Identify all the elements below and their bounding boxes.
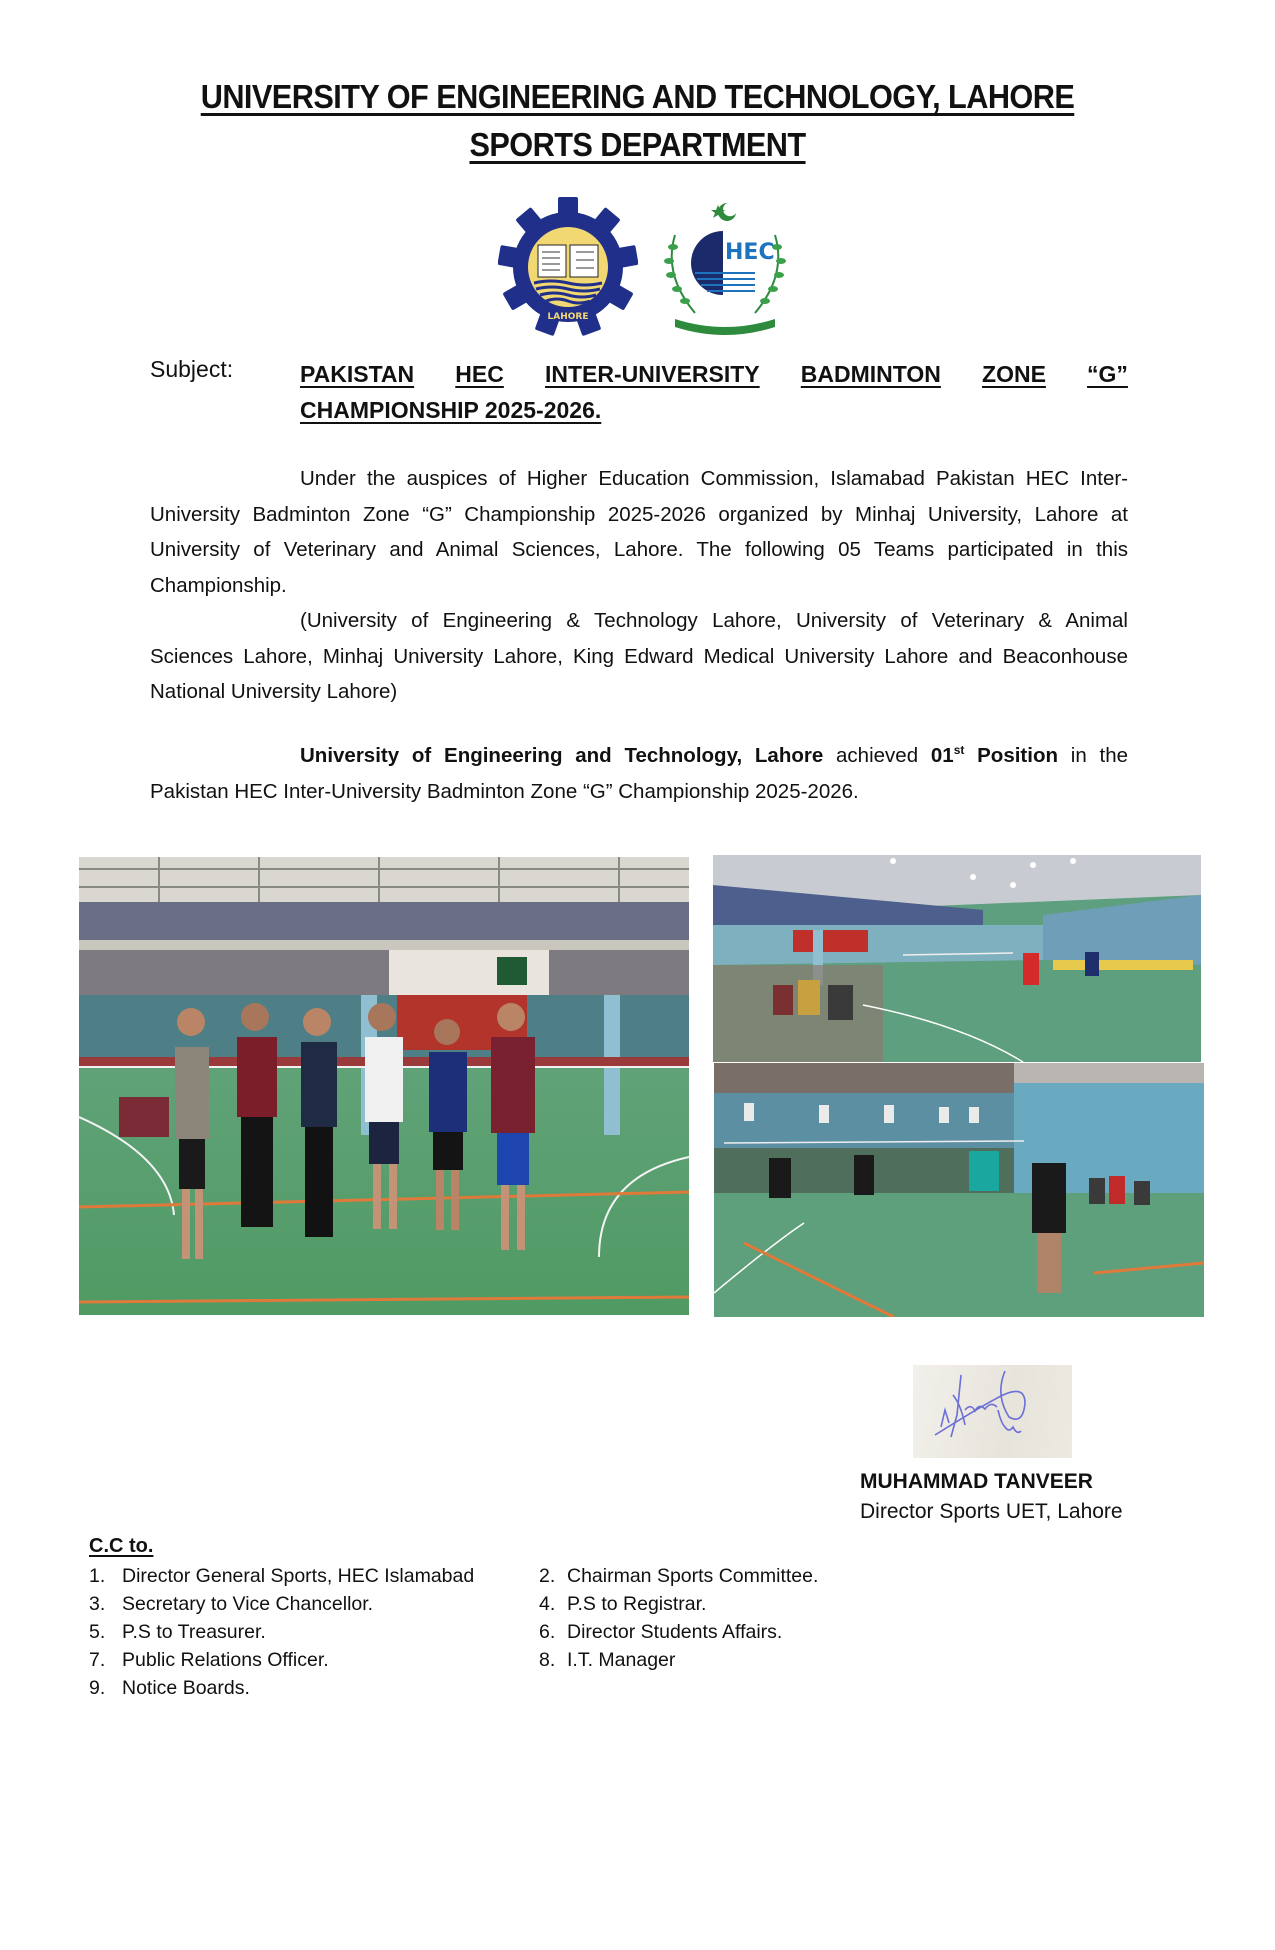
position-badge: 01st Position	[930, 743, 1058, 767]
subject-word: PAKISTAN	[300, 361, 415, 387]
signer-name: MUHAMMAD TANVEER	[860, 1470, 1093, 1493]
svg-text:LAHORE: LAHORE	[547, 312, 589, 322]
cc-item: 6. Director Students Affairs.	[539, 1620, 783, 1643]
subject-word: INTER-UNIVERSITY	[544, 361, 760, 387]
cc-item: 5. P.S to Treasurer.	[89, 1620, 266, 1643]
match-photo-2	[714, 1063, 1204, 1317]
signature-image	[913, 1365, 1072, 1458]
body-paragraph-2-participants: (University of Engineering & Technology Lahore, University of Veterinary & Animal Sciences Lahore, Minhaj University Lahore, King Edward Medical University Lahore and Beaconhouse National University Lahore)	[150, 609, 1128, 703]
signer-title: Director Sports UET, Lahore	[860, 1500, 1123, 1523]
subject-label: Subject:	[150, 356, 234, 382]
document-title: UNIVERSITY OF ENGINEERING AND TECHNOLOGY, LAHORE	[200, 78, 1075, 115]
department-title: SPORTS DEPARTMENT	[469, 126, 806, 163]
cc-item: 9. Notice Boards.	[89, 1676, 250, 1699]
cc-item: 8. I.T. Manager	[539, 1648, 676, 1671]
winning-university: University of Engineering and Technology, Lahore	[300, 744, 824, 767]
cc-item: 7. Public Relations Officer.	[89, 1648, 329, 1671]
cc-list	[89, 1562, 889, 1702]
hec-logo	[655, 195, 795, 340]
svg-text:HEC: HEC	[725, 240, 775, 265]
cc-item: 2. Chairman Sports Committee.	[539, 1564, 819, 1587]
cc-title: C.C to.	[89, 1535, 154, 1557]
cc-item: 4. P.S to Registrar.	[539, 1592, 707, 1615]
subject-line-2: CHAMPIONSHIP 2025-2026.	[300, 397, 602, 423]
uet-logo	[498, 195, 638, 340]
body-paragraph-1: Under the auspices of Higher Education Commission, Islamabad Pakistan HEC Inter-University Badminton Zone “G” Championship 2025-2026 organized by Minhaj University, Lahore at University of Veterinary and Animal Sciences, Lahore. The following 05 Teams participated in this Championship.	[150, 467, 1128, 597]
subject-word: “G”	[1087, 361, 1128, 387]
subject-text	[300, 356, 1128, 428]
subject-word: HEC	[455, 361, 504, 387]
subject-word: ZONE	[982, 361, 1046, 387]
body-paragraph-3-result: University of Engineering and Technology, Lahore achieved 01st Position in the Pakistan HEC Inter-University Badminton Zone “G” Championship 2025-2026.	[150, 743, 1128, 803]
match-photo-1	[713, 855, 1201, 1062]
cc-item: 3. Secretary to Vice Chancellor.	[89, 1592, 374, 1615]
team-group-photo	[79, 857, 689, 1315]
cc-item: 1. Director General Sports, HEC Islamabad	[89, 1564, 475, 1587]
subject-word: BADMINTON	[800, 361, 941, 387]
